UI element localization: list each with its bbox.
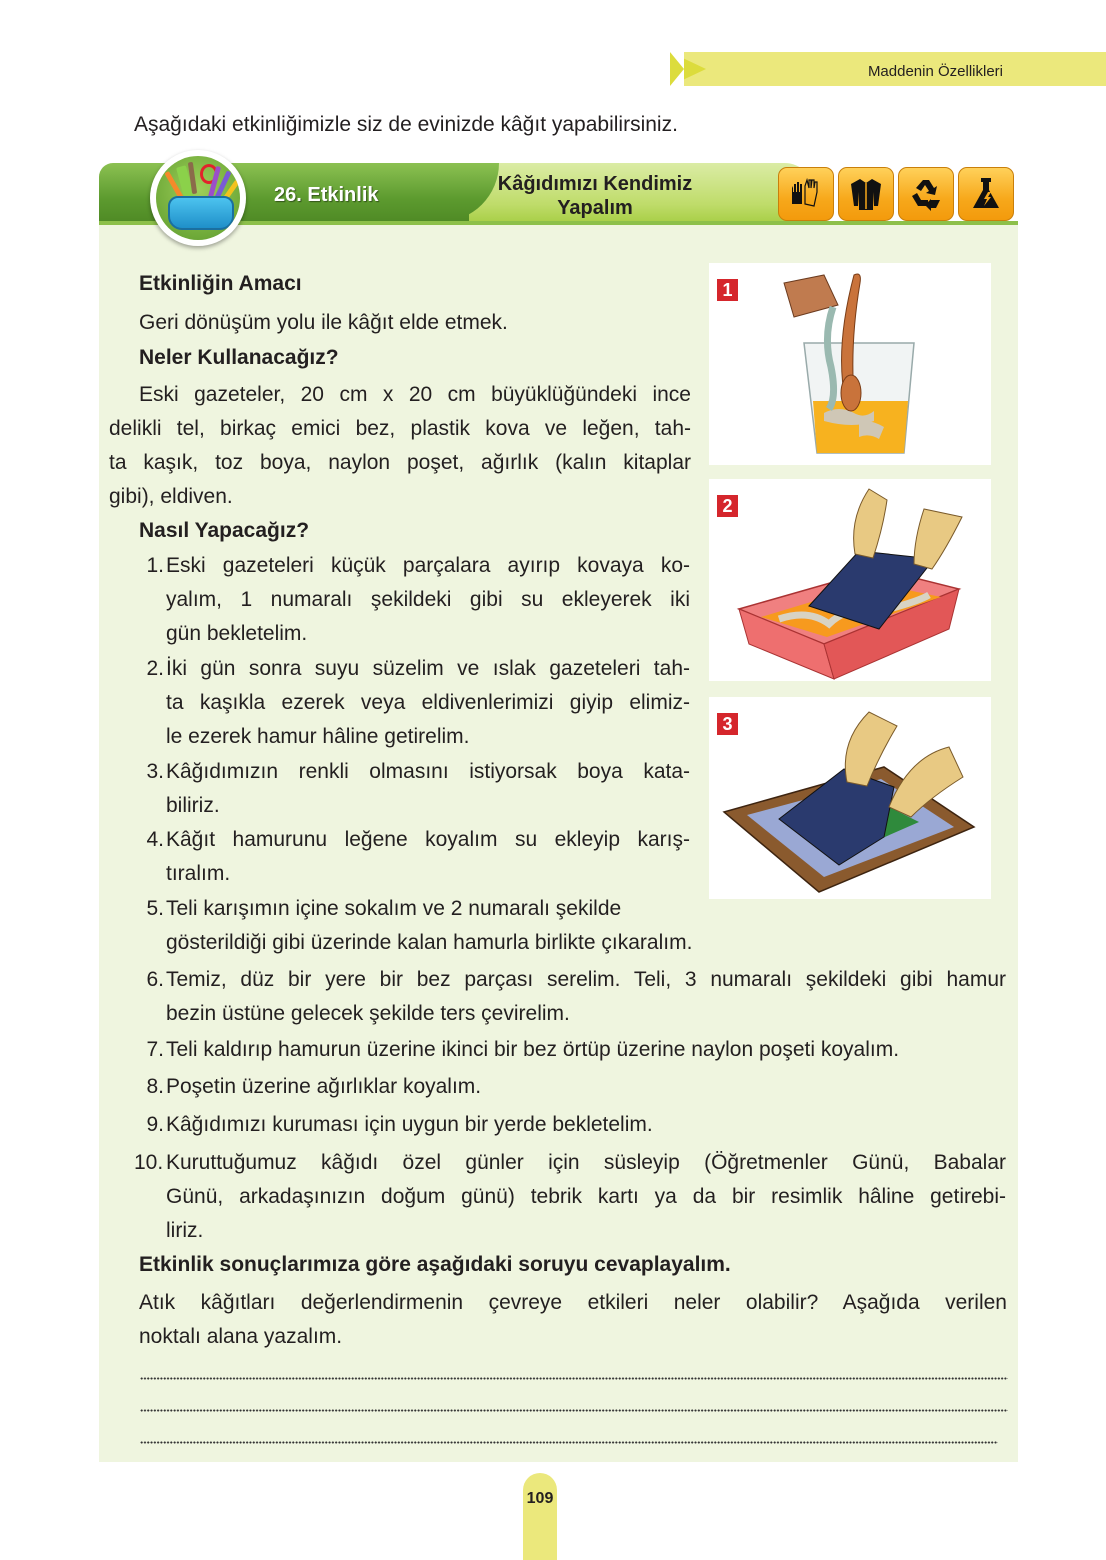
activity-title-line1: Kâğıdımızı Kendimiz — [497, 173, 693, 195]
activity-title-line2: Yapalım — [557, 197, 633, 219]
figure-2-label: 2 — [717, 495, 738, 517]
tray-lifting-screen-illustration — [709, 479, 991, 681]
answer-line-1[interactable] — [140, 1377, 1008, 1380]
activity-badge — [150, 150, 246, 246]
figure-1-label: 1 — [717, 279, 738, 301]
glass-pouring-water-illustration — [709, 263, 991, 465]
flask-hazard-icon — [958, 167, 1014, 221]
chevron-notch — [670, 52, 684, 86]
materials-heading: Neler Kullanacağız? — [139, 346, 339, 369]
gloves-icon — [778, 167, 834, 221]
activity-number: 26. Etkinlik — [274, 184, 379, 206]
pencil-case-icon — [156, 156, 240, 240]
page-number-tab — [523, 1473, 557, 1560]
answer-line-3[interactable] — [140, 1441, 998, 1444]
intro-text: Aşağıdaki etkinliğimizle siz de evinizde kâğıt yapabilirsiniz. — [134, 113, 678, 136]
frame-flipping-paper-illustration — [709, 697, 991, 899]
activity-title — [470, 172, 720, 220]
lab-coat-icon — [838, 167, 894, 221]
page-number: 109 — [526, 1490, 554, 1507]
question-text: Atık kâğıtları değerlendirmenin çevreye etkileri neler olabilir? Aşağıda verilen noktalı alana yazalım. — [139, 1291, 1007, 1348]
steps-heading: Nasıl Yapacağız? — [139, 519, 310, 542]
aim-heading: Etkinliğin Amacı — [139, 272, 302, 295]
figure-2 — [709, 479, 991, 681]
figure-1 — [709, 263, 991, 465]
materials-text: Eski gazeteler, 20 cm x 20 cm büyüklüğündeki ince delikli tel, birkaç emici bez, plastik kova ve leğen, tah- ta kaşık, toz boya, naylon poşet, ağırlık (kalın kitaplar gibi), eldiven. — [109, 383, 691, 508]
safety-icons — [778, 167, 1014, 221]
aim-text: Geri dönüşüm yolu ile kâğıt elde etmek. — [139, 311, 508, 334]
figure-3 — [709, 697, 991, 899]
conclusion-heading: Etkinlik sonuçlarımıza göre aşağıdaki soruyu cevaplayalım. — [139, 1253, 731, 1276]
answer-line-2[interactable] — [140, 1409, 1008, 1412]
figure-3-label: 3 — [717, 713, 738, 735]
recycle-icon — [898, 167, 954, 221]
chapter-title: Maddenin Özellikleri — [867, 63, 1003, 80]
